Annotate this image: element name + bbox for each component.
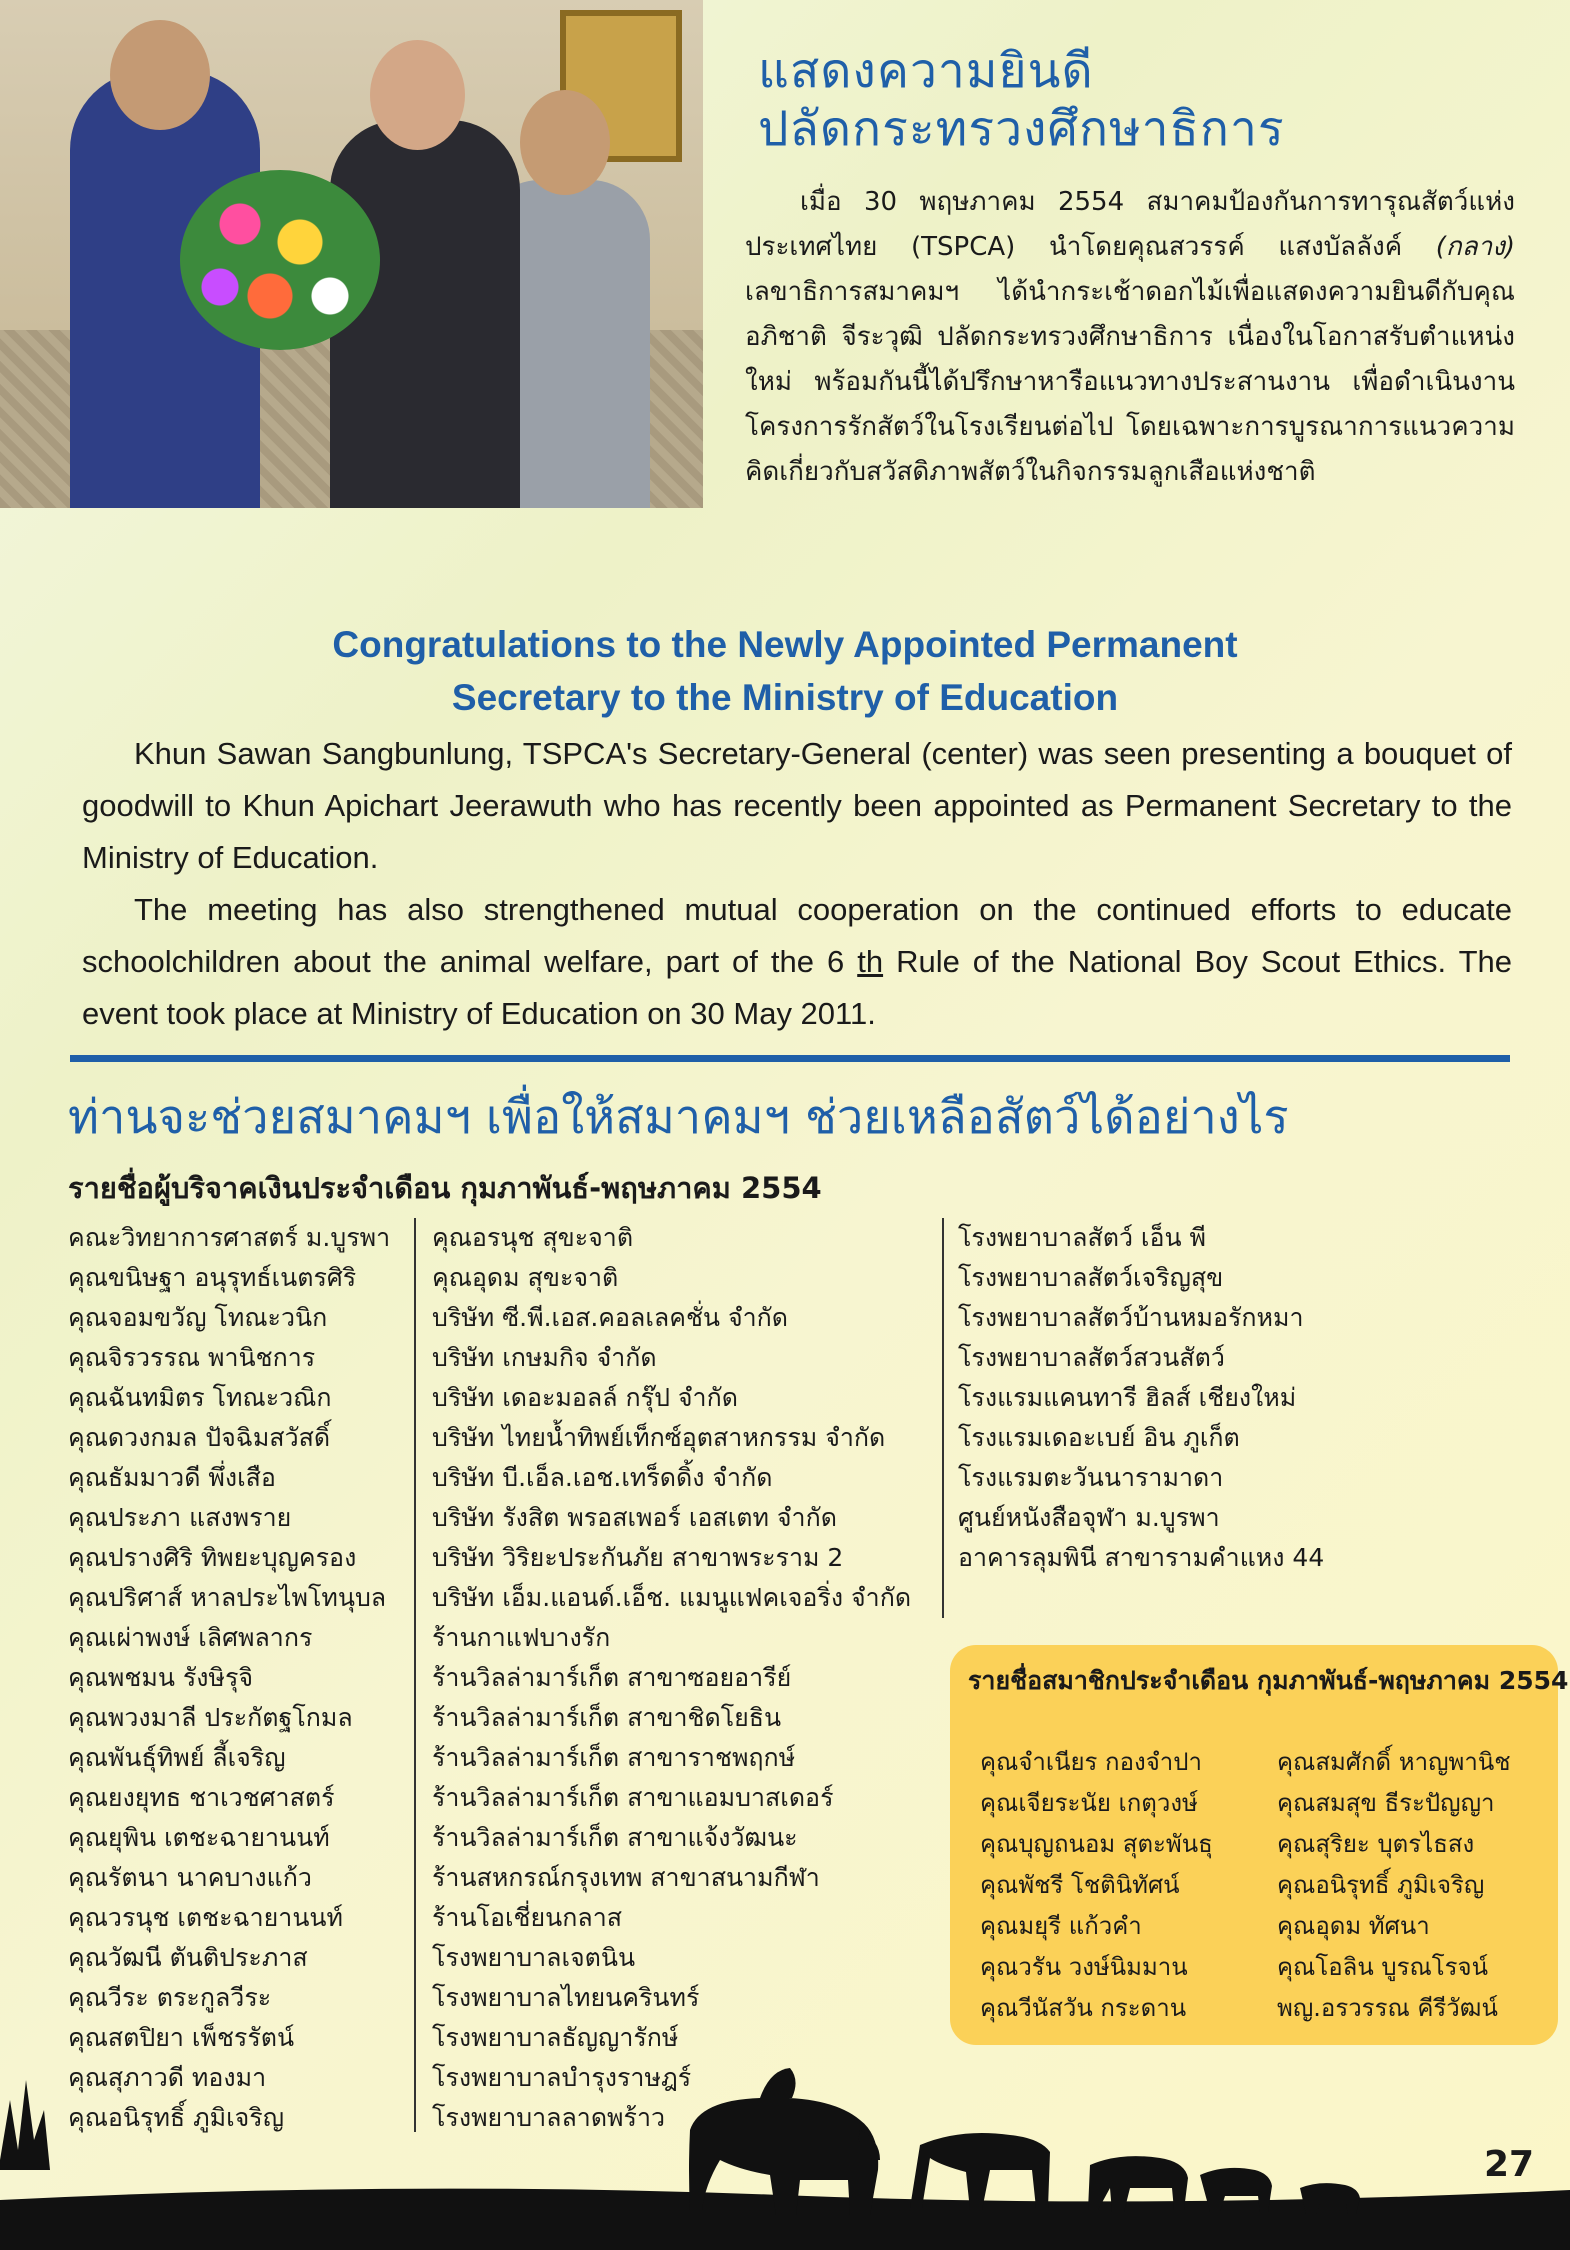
list-item: คุณจอมขวัญ โทณะวนิก — [68, 1303, 328, 1332]
list-item: คุณพชมน รังษิรุจิ — [68, 1663, 254, 1692]
list-item: คุณพันธุ์ทิพย์ ลี้เจริญ — [68, 1743, 286, 1772]
thai-article-body — [745, 180, 1515, 495]
list-item: คุณอนิรุทธิ์ ภูมิเจริญ — [1277, 1871, 1485, 1899]
list-item: คุณปริศาส์ หาลประไพโทนุบล — [68, 1583, 387, 1612]
list-item: ร้านวิลล่ามาร์เก็ต สาขาแอมบาสเดอร์ — [432, 1783, 834, 1812]
english-paragraph-1: Khun Sawan Sangbunlung, TSPCA's Secretary-General (center) was seen presenting a bouquet of goodwill to Khun Apichart Jeerawuth who has recently been appointed as Permanent Secretary to the Ministry of Education. — [82, 736, 1512, 875]
list-item: คุณวีนัสวัน กระดาน — [980, 1994, 1187, 2022]
english-headline — [0, 618, 1570, 724]
column-divider — [942, 1218, 944, 1618]
list-item: ร้านวิลล่ามาร์เก็ต สาขาราชพฤกษ์ — [432, 1743, 796, 1772]
help-heading: ท่านจะช่วยสมาคมฯ เพื่อให้สมาคมฯ ช่วยเหลือสัตว์ได้อย่างไร — [68, 1090, 1289, 1145]
list-item: โรงแรมตะวันนารามาดา — [958, 1463, 1224, 1492]
english-article-body — [82, 728, 1512, 1040]
list-item: คุณสุภาวดี ทองมา — [68, 2063, 267, 2092]
member-column-1 — [980, 1742, 1213, 2029]
list-item: คุณสุริยะ บุตรไธสง — [1277, 1830, 1475, 1858]
list-item: คุณจิรวรรณ พานิชการ — [68, 1343, 316, 1372]
list-item: คุณจำเนียร กองจำปา — [980, 1748, 1202, 1776]
list-item: ศูนย์หนังสือจุฬา ม.บูรพา — [958, 1503, 1220, 1532]
list-item: ร้านวิลล่ามาร์เก็ต สาขาชิดโยธิน — [432, 1703, 782, 1732]
donor-column-3 — [958, 1218, 1324, 1578]
list-item: คุณยงยุทธ ชาเวชศาสตร์ — [68, 1783, 335, 1812]
list-item: บริษัท ไทยน้ำทิพย์เท็กซ์อุตสาหกรรม จำกัด — [432, 1423, 886, 1452]
donor-column-2 — [432, 1218, 911, 2138]
list-item: โรงพยาบาลสัตว์บ้านหมอรักหมา — [958, 1303, 1304, 1332]
list-item: บริษัท วิริยะประกันภัย สาขาพระราม 2 — [432, 1543, 844, 1572]
list-item: พญ.อรวรรณ คีรีวัฒน์ — [1277, 1994, 1498, 2022]
english-para2-part1: The meeting has also strengthened mutual cooperation on the continued efforts to educate schoolchildren about the animal welfare, part of the 6 — [82, 892, 1512, 979]
list-item: คุณประภา แสงพราย — [68, 1503, 292, 1532]
list-item: โรงพยาบาลสัตว์สวนสัตว์ — [958, 1343, 1225, 1372]
list-item: คุณมยุรี แก้วคำ — [980, 1912, 1142, 1940]
list-item: คุณเผ่าพงษ์ เลิศพลากร — [68, 1623, 313, 1652]
list-item: อาคารลุมพินี สาขารามคำแหง 44 — [958, 1543, 1325, 1572]
list-item: โรงพยาบาลบำรุงราษฎร์ — [432, 2063, 692, 2092]
list-item: บริษัท เดอะมอลล์ กรุ๊ป จำกัด — [432, 1383, 738, 1412]
thai-body-italic: (กลาง) — [1435, 232, 1515, 262]
list-item: คุณธัมมาวดี พึ่งเสือ — [68, 1463, 276, 1492]
list-item: คุณเจียระนัย เกตุวงษ์ — [980, 1789, 1198, 1817]
list-item: คุณโอลิน บูรณโรจน์ — [1277, 1953, 1489, 1981]
list-item: คุณปรางศิริ ทิพยะบุญครอง — [68, 1543, 357, 1572]
list-item: โรงพยาบาลไทยนครินทร์ — [432, 1983, 700, 2012]
list-item: ร้านกาแฟบางรัก — [432, 1623, 611, 1652]
list-item: โรงพยาบาลสัตว์ เอ็น พี — [958, 1223, 1207, 1252]
list-item: บริษัท บี.เอ็ล.เอช.เทร็ดดิ้ง จำกัด — [432, 1463, 773, 1492]
thai-headline-line2: ปลัดกระทรวงศึกษาธิการ — [758, 101, 1285, 157]
list-item: ร้านวิลล่ามาร์เก็ต สาขาซอยอารีย์ — [432, 1663, 792, 1692]
list-item: คุณสมสุข ธีระปัญญา — [1277, 1789, 1495, 1817]
animal-silhouette-graphic — [0, 2040, 1570, 2250]
list-item: โรงแรมแคนทารี ฮิลส์ เชียงใหม่ — [958, 1383, 1297, 1412]
page-number: 27 — [1484, 2144, 1535, 2185]
list-item: บริษัท ซี.พี.เอส.คอลเลคชั่น จำกัด — [432, 1303, 789, 1332]
english-paragraph-2 — [82, 884, 1512, 1040]
ordinal-suffix: th — [857, 944, 884, 979]
list-item: คุณพวงมาลี ประกัตฐโกมล — [68, 1703, 353, 1732]
list-item: บริษัท เอ็ม.แอนด์.เอ็ช. แมนูแฟคเจอริ่ง จำกัด — [432, 1583, 912, 1612]
donor-column-1 — [68, 1218, 390, 2138]
list-item: คุณฉันทมิตร โทณะวณิก — [68, 1383, 332, 1412]
member-column-2 — [1277, 1742, 1511, 2029]
section-divider — [70, 1055, 1510, 1062]
thai-body-part1: เมื่อ 30 พฤษภาคม 2554 สมาคมป้องกันการทารุณสัตว์แห่งประเทศไทย (TSPCA) นำโดยคุณสวรรค์ แสงบัลลังค์ — [745, 187, 1515, 262]
list-item: บริษัท รังสิต พรอสเพอร์ เอสเตท จำกัด — [432, 1503, 837, 1532]
list-item: คุณวีระ ตระกูลวีระ — [68, 1983, 272, 2012]
list-item: ร้านโอเชี่ยนกลาส — [432, 1903, 623, 1932]
donor-list-heading: รายชื่อผู้บริจาคเงินประจำเดือน กุมภาพันธ์-พฤษภาคม 2554 — [68, 1171, 822, 1205]
english-headline-line1: Congratulations to the Newly Appointed Permanent — [332, 624, 1238, 665]
list-item: คุณพัชรี โชตินิทัศน์ — [980, 1871, 1180, 1899]
list-item: โรงพยาบาลเจตนิน — [432, 1943, 636, 1972]
column-divider — [414, 1218, 416, 2132]
list-item: โรงพยาบาลลาดพร้าว — [432, 2103, 666, 2132]
list-item: ร้านสหกรณ์กรุงเทพ สาขาสนามกีฬา — [432, 1863, 820, 1892]
list-item: คุณบุญถนอม สุตะพันธุ — [980, 1830, 1213, 1858]
english-para2-part2: Rule of the National Boy Scout Ethics. The event took place at Ministry of Education on 30 May 2011. — [82, 944, 1513, 1031]
list-item: คุณสมศักดิ์ หาญพานิช — [1277, 1748, 1511, 1776]
list-item: บริษัท เกษมกิจ จำกัด — [432, 1343, 657, 1372]
list-item: โรงพยาบาลธัญญารักษ์ — [432, 2023, 679, 2052]
thai-headline-line1: แสดงความยินดี — [758, 43, 1094, 99]
list-item: คุณรัตนา นาคบางแก้ว — [68, 1863, 312, 1892]
list-item: คุณดวงกมล ปัจฉิมสวัสดิ์ — [68, 1423, 331, 1452]
list-item: คุณอุดม ทัศนา — [1277, 1912, 1430, 1940]
list-item: โรงพยาบาลสัตว์เจริญสุข — [958, 1263, 1224, 1292]
list-item: คุณวรนุช เตชะฉายานนท์ — [68, 1903, 343, 1932]
list-item: คุณสตปิยา เพ็ชรรัตน์ — [68, 2023, 295, 2052]
list-item: คณะวิทยาการศาสตร์ ม.บูรพา — [68, 1223, 391, 1252]
list-item: คุณวรัน วงษ์นิมมาน — [980, 1953, 1188, 1981]
list-item: โรงแรมเดอะเบย์ อิน ภูเก็ต — [958, 1423, 1240, 1452]
list-item: คุณยุพิน เตชะฉายานนท์ — [68, 1823, 330, 1852]
list-item: คุณอุดม สุขะจาติ — [432, 1263, 619, 1292]
english-headline-line2: Secretary to the Ministry of Education — [451, 677, 1119, 718]
list-item: คุณอนิรุทธิ์ ภูมิเจริญ — [68, 2103, 285, 2132]
list-item: ร้านวิลล่ามาร์เก็ต สาขาแจ้งวัฒนะ — [432, 1823, 798, 1852]
thai-headline — [758, 42, 1285, 158]
list-item: คุณวัฒนี ตันติประภาส — [68, 1943, 308, 1972]
thai-body-part2: เลขาธิการสมาคมฯ ได้นำกระเช้าดอกไม้เพื่อแสดงความยินดีกับคุณอภิชาติ จีระวุฒิ ปลัดกระทรวงศึกษาธิการ เนื่องในโอกาสรับตำแหน่งใหม่ พร้อมกันนี้ได้ปรึกษาหารือแนวทางประสานงาน เพื่อดำเนินงานโครงการรักสัตว์ในโรงเรียนต่อไป โดยเฉพาะการบูรณาการแนวความคิดเกี่ยวกับสวัสดิภาพสัตว์ในกิจกรรมลูกเสือแห่งชาติ — [745, 277, 1515, 487]
bouquet-image — [180, 170, 380, 350]
list-item: คุณอรนุช สุขะจาติ — [432, 1223, 634, 1252]
member-list-heading: รายชื่อสมาชิกประจำเดือน กุมภาพันธ์-พฤษภาคม 2554 — [968, 1666, 1569, 1695]
list-item: คุณขนิษฐา อนุรุทธ์เนตรศิริ — [68, 1263, 357, 1292]
ceremony-photo — [0, 0, 703, 508]
